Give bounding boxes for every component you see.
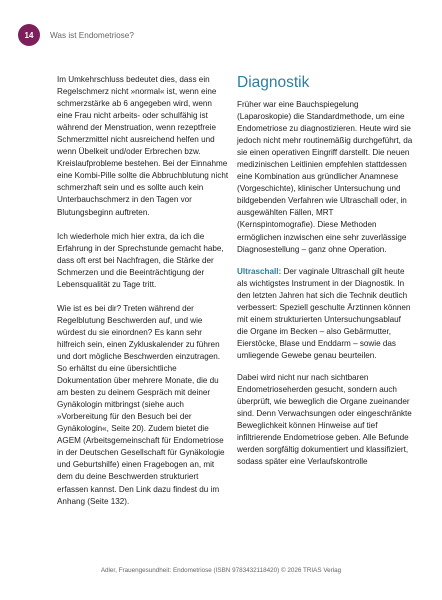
- chapter-title: Was ist Endometriose?: [50, 30, 134, 40]
- keyword-ultraschall: Ultraschall:: [237, 266, 282, 276]
- right-column: [237, 74, 413, 468]
- paragraph-gap: [57, 291, 229, 303]
- paragraph-befunde: Dabei wird nicht nur nach sichtbaren Endometrioseherden gesucht, sondern auch überprüft, wie beweglich die Organe zueinander sind. Denn Verwachsungen oder eingeschränkte Beweglichkeit können Hinweise auf tief infiltrierende Endometriose geben. Alle Befunde werden sorgfältig dokumentiert und klassifiziert, sodass später eine Verlaufskontrolle: [237, 372, 412, 467]
- page-number-badge: 14: [18, 24, 40, 46]
- copyright-footer: Adler, Frauengesundheit: Endometriose (ISBN 9783432118420) © 2026 TRIAS Verlag: [100, 567, 342, 574]
- paragraph-regelschmerz: Im Umkehrschluss bedeutet dies, dass ein Regelschmerz nicht »normal« ist, wenn eine schmerzstärke ab 6 angegeben wird, wenn eine Frau nicht arbeits- oder schulfähig ist während der Menstruation, wenn rezeptfreie Schmerzmittel nicht ausreichend helfen und wenn Übelkeit und/oder Erbrechen bzw. Kreislaufprobleme bestehen. Bei der Einnahme eine Kombi-Pille sollte die Abbruchblutung nicht schmerzhaft sein und es sollte auch kein Unterbauchschmerz in den Tagen vor Blutungsbeginn auftreten.: [57, 75, 229, 217]
- section-heading-diagnostik: Diagnostik: [237, 74, 310, 91]
- paragraph-gap: [57, 219, 229, 231]
- ultraschall-text: Der vaginale Ultraschall gilt heute als wichtigstes Instrument in der Diagnostik. In den letzten Jahren hat sich die Technik deutlich verbessert: Speziell geschulte Ärztinnen können mit einem strukturierten Untersuchungsablauf die Organe im Becken – also Gebärmutter, Eierstöcke, Blase und Enddarm – sowie das umliegende Gewebe genau beurteilen.: [237, 266, 411, 360]
- page-header: [18, 24, 134, 46]
- left-column: [57, 74, 229, 508]
- paragraph-laparoskopie: Früher war eine Bauchspiegelung (Laparoskopie) die Standardmethode, um eine Endometriose zu diagnostizieren. Heute wird sie jedoch nicht mehr routinemäßig durchgeführt, da sie einen operativen Eingriff darstellt. Die neuen medizinischen Leitlinien empfehlen stattdessen eine Kombination aus gründlicher Anamnese (Vorgeschichte), klinischer Untersuchung und bildgebenden Verfahren wie Ultraschall oder, in ausgewählten Fällen, MRT (Kernspintomografie). Diese Methoden ermöglichen inzwischen eine sehr zuverlässige Diagnosestellung – ganz ohne Operation.: [237, 100, 413, 254]
- paragraph-erfahrung: Ich wiederhole mich hier extra, da ich die Erfahrung in der Sprechstunde gemacht habe, dass oft erst bei Nachfragen, die Stärke der Schmerzen und die Beeinträchtigung der Lebensqualität zu Tage tritt.: [57, 231, 224, 289]
- paragraph-ultraschall: [237, 266, 413, 362]
- paragraph-gap: [237, 256, 413, 266]
- paragraph-zykluskalender: Wie ist es bei dir? Treten während der Regelblutung Beschwerden auf, und wie würdest du sie einordnen? Es kann sehr hilfreich sein, einen Zykluskalender zu führen und dort mögliche Beschwerden einzutragen. So erhältst du eine übersichtliche Dokumentation über mehrere Monate, die du am besten zu deinem Gespräch mit deiner Gynäkologin mitbringst (siehe auch »Vorbereitung für den Besuch bei der Gynäkologin«, Seite 20). Zudem bietet die AGEM (Arbeitsgemeinschaft für Endometriose in der Deutschen Gesellschaft für Gynäkologie und Geburtshilfe) einen Fragebogen an, mit dem du deine Beschwerden strukturiert erfassen kannst. Den Link dazu findest du im Anhang (Seite 132).: [57, 303, 225, 506]
- paragraph-gap: [237, 362, 413, 372]
